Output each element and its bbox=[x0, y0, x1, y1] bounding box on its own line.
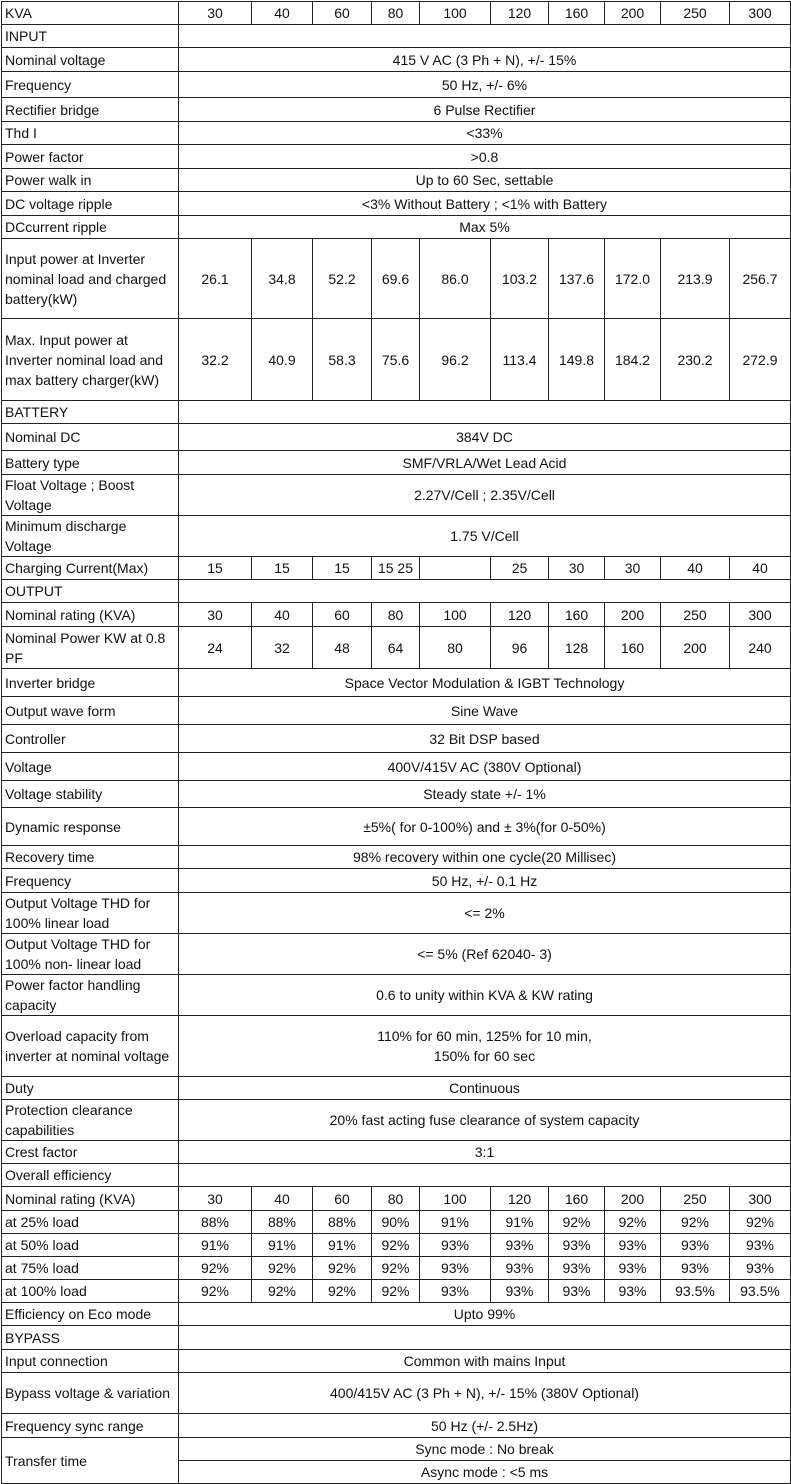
row-value: Sine Wave bbox=[179, 697, 791, 725]
value-cell: 48 bbox=[313, 627, 372, 669]
row-label: Minimum discharge Voltage bbox=[2, 516, 179, 557]
row-label: DC voltage ripple bbox=[2, 192, 179, 216]
row-value: Up to 60 Sec, settable bbox=[179, 169, 791, 192]
value-cell: 300 bbox=[730, 603, 791, 627]
value-cell: 91% bbox=[313, 1234, 372, 1257]
value-cell: 15 bbox=[252, 557, 313, 580]
row-label: Max. Input power at Inverter nominal load and max battery charger(kW) bbox=[2, 319, 179, 401]
value-cell: 200 bbox=[661, 627, 730, 669]
value-cell: 92% bbox=[372, 1280, 420, 1303]
value-cell: 26.1 bbox=[179, 239, 252, 319]
row-value: 400/415V AC (3 Ph + N), +/- 15% (380V Optional) bbox=[179, 1373, 791, 1414]
value-cell: 40 bbox=[730, 557, 791, 580]
row-value: 20% fast acting fuse clearance of system capacity bbox=[179, 1100, 791, 1141]
value-cell: 92% bbox=[179, 1257, 252, 1280]
table-row bbox=[2, 627, 791, 669]
table-row bbox=[2, 2, 791, 25]
section-title: Overall efficiency bbox=[2, 1164, 179, 1187]
value-cell: 93% bbox=[549, 1234, 605, 1257]
row-label: Protection clearance capabilities bbox=[2, 1100, 179, 1141]
table-row bbox=[2, 808, 791, 846]
value-cell: 93% bbox=[605, 1234, 661, 1257]
section-header-row bbox=[2, 580, 791, 603]
value-cell: 92% bbox=[549, 1211, 605, 1234]
table-row bbox=[2, 1414, 791, 1438]
table-row bbox=[2, 753, 791, 781]
value-cell: 200 bbox=[605, 603, 661, 627]
row-label: Frequency bbox=[2, 869, 179, 893]
table-row bbox=[2, 239, 791, 319]
row-label: Dynamic response bbox=[2, 808, 179, 846]
value-cell: 40 bbox=[252, 1187, 313, 1211]
value-cell: 40 bbox=[252, 2, 313, 25]
section-header-row bbox=[2, 1326, 791, 1350]
row-label: Power walk in bbox=[2, 169, 179, 192]
row-value: 50 Hz (+/- 2.5Hz) bbox=[179, 1414, 791, 1438]
value-cell: 93% bbox=[605, 1280, 661, 1303]
value-cell: 80 bbox=[372, 1187, 420, 1211]
value-cell: 149.8 bbox=[549, 319, 605, 401]
table-row bbox=[2, 603, 791, 627]
row-label: Output wave form bbox=[2, 697, 179, 725]
value-cell: 91% bbox=[252, 1234, 313, 1257]
section-title: BATTERY bbox=[2, 401, 179, 424]
value-cell: 100 bbox=[420, 603, 491, 627]
row-label: Nominal voltage bbox=[2, 48, 179, 72]
row-label: Transfer time bbox=[2, 1438, 179, 1484]
table-row bbox=[2, 1303, 791, 1326]
row-value: Upto 99% bbox=[179, 1303, 791, 1326]
row-value: SMF/VRLA/Wet Lead Acid bbox=[179, 451, 791, 475]
value-cell: 120 bbox=[491, 1187, 549, 1211]
row-value: 50 Hz, +/- 0.1 Hz bbox=[179, 869, 791, 893]
row-value: 3:1 bbox=[179, 1141, 791, 1164]
value-cell: 93% bbox=[549, 1257, 605, 1280]
value-cell: 88% bbox=[252, 1211, 313, 1234]
row-label: Controller bbox=[2, 725, 179, 753]
value-cell: 40 bbox=[252, 603, 313, 627]
value-cell: 93% bbox=[730, 1234, 791, 1257]
row-value: 0.6 to unity within KVA & KW rating bbox=[179, 975, 791, 1016]
value-cell: 128 bbox=[549, 627, 605, 669]
value-cell: 24 bbox=[179, 627, 252, 669]
row-label: Bypass voltage & variation bbox=[2, 1373, 179, 1414]
value-cell: 250 bbox=[661, 2, 730, 25]
value-cell: 96 bbox=[491, 627, 549, 669]
value-cell: 103.2 bbox=[491, 239, 549, 319]
table-row bbox=[2, 1280, 791, 1303]
value-cell: 86.0 bbox=[420, 239, 491, 319]
spec-table-body bbox=[2, 2, 791, 1484]
row-label: Input power at Inverter nominal load and charged battery(kW) bbox=[2, 239, 179, 319]
value-cell: 75.6 bbox=[372, 319, 420, 401]
value-cell: 64 bbox=[372, 627, 420, 669]
row-label: Output Voltage THD for 100% non- linear load bbox=[2, 934, 179, 975]
row-value: <3% Without Battery ; <1% with Battery bbox=[179, 192, 791, 216]
section-title: OUTPUT bbox=[2, 580, 179, 603]
value-cell: 40 bbox=[661, 557, 730, 580]
value-cell: 92% bbox=[313, 1257, 372, 1280]
table-row bbox=[2, 781, 791, 808]
row-label: at 100% load bbox=[2, 1280, 179, 1303]
value-cell bbox=[420, 557, 491, 580]
row-label: KVA bbox=[2, 2, 179, 25]
value-cell: 160 bbox=[605, 627, 661, 669]
value-cell: 40.9 bbox=[252, 319, 313, 401]
value-cell: 100 bbox=[420, 1187, 491, 1211]
value-cell: 91% bbox=[420, 1211, 491, 1234]
table-row bbox=[2, 846, 791, 869]
row-value: <33% bbox=[179, 122, 791, 145]
value-cell: 88% bbox=[179, 1211, 252, 1234]
value-cell: 92% bbox=[252, 1280, 313, 1303]
row-label: Crest factor bbox=[2, 1141, 179, 1164]
table-row bbox=[2, 725, 791, 753]
row-value: 32 Bit DSP based bbox=[179, 725, 791, 753]
value-cell: 120 bbox=[491, 2, 549, 25]
table-row bbox=[2, 424, 791, 451]
value-cell: 184.2 bbox=[605, 319, 661, 401]
value-cell: 92% bbox=[730, 1211, 791, 1234]
value-cell: 92% bbox=[179, 1280, 252, 1303]
row-value: >0.8 bbox=[179, 145, 791, 169]
value-cell: 93% bbox=[661, 1257, 730, 1280]
value-cell: 60 bbox=[313, 2, 372, 25]
table-row bbox=[2, 319, 791, 401]
table-row bbox=[2, 122, 791, 145]
value-cell: 88% bbox=[313, 1211, 372, 1234]
value-cell: 272.9 bbox=[730, 319, 791, 401]
value-cell: 92% bbox=[252, 1257, 313, 1280]
value-cell: 60 bbox=[313, 1187, 372, 1211]
value-cell: 200 bbox=[605, 1187, 661, 1211]
table-row bbox=[2, 145, 791, 169]
value-cell: 30 bbox=[179, 603, 252, 627]
row-label: Nominal rating (KVA) bbox=[2, 1187, 179, 1211]
table-row bbox=[2, 934, 791, 975]
value-cell: 100 bbox=[420, 2, 491, 25]
table-row bbox=[2, 557, 791, 580]
value-cell: 90% bbox=[372, 1211, 420, 1234]
value-cell: 93% bbox=[661, 1234, 730, 1257]
value-cell: 93% bbox=[549, 1280, 605, 1303]
section-spacer bbox=[179, 25, 791, 48]
row-label: Output Voltage THD for 100% linear load bbox=[2, 893, 179, 934]
value-cell: 160 bbox=[549, 2, 605, 25]
row-label: Battery type bbox=[2, 451, 179, 475]
value-cell: 80 bbox=[420, 627, 491, 669]
value-cell: 93.5% bbox=[661, 1280, 730, 1303]
value-cell: 58.3 bbox=[313, 319, 372, 401]
table-row bbox=[2, 1187, 791, 1211]
value-cell: 213.9 bbox=[661, 239, 730, 319]
table-row bbox=[2, 1100, 791, 1141]
row-value: Continuous bbox=[179, 1077, 791, 1100]
row-value: Common with mains Input bbox=[179, 1350, 791, 1373]
row-value: 98% recovery within one cycle(20 Millisec) bbox=[179, 846, 791, 869]
row-label: Frequency sync range bbox=[2, 1414, 179, 1438]
table-row bbox=[2, 216, 791, 239]
row-label: Charging Current(Max) bbox=[2, 557, 179, 580]
table-row bbox=[2, 1211, 791, 1234]
value-cell: 93% bbox=[420, 1234, 491, 1257]
row-label: Duty bbox=[2, 1077, 179, 1100]
value-cell: 113.4 bbox=[491, 319, 549, 401]
row-label: Voltage bbox=[2, 753, 179, 781]
row-label: Power factor bbox=[2, 145, 179, 169]
value-cell: 52.2 bbox=[313, 239, 372, 319]
table-row bbox=[2, 893, 791, 934]
row-label: Overload capacity from inverter at nominal voltage bbox=[2, 1016, 179, 1077]
row-value: 384V DC bbox=[179, 424, 791, 451]
section-header-row bbox=[2, 25, 791, 48]
section-title: BYPASS bbox=[2, 1326, 179, 1350]
row-value: Space Vector Modulation & IGBT Technology bbox=[179, 669, 791, 697]
value-cell: 120 bbox=[491, 603, 549, 627]
value-cell: 92% bbox=[313, 1280, 372, 1303]
row-value: Sync mode : No break bbox=[179, 1438, 791, 1461]
section-spacer bbox=[179, 1326, 791, 1350]
value-cell: 80 bbox=[372, 603, 420, 627]
row-value: 1.75 V/Cell bbox=[179, 516, 791, 557]
value-cell: 92% bbox=[372, 1257, 420, 1280]
row-value: 6 Pulse Rectifier bbox=[179, 98, 791, 122]
value-cell: 96.2 bbox=[420, 319, 491, 401]
row-label: at 50% load bbox=[2, 1234, 179, 1257]
row-label: at 25% load bbox=[2, 1211, 179, 1234]
value-cell: 137.6 bbox=[549, 239, 605, 319]
row-value: Steady state +/- 1% bbox=[179, 781, 791, 808]
table-row bbox=[2, 1438, 791, 1461]
table-row bbox=[2, 192, 791, 216]
value-cell: 200 bbox=[605, 2, 661, 25]
value-cell: 240 bbox=[730, 627, 791, 669]
table-row bbox=[2, 48, 791, 72]
value-cell: 91% bbox=[491, 1211, 549, 1234]
value-cell: 93% bbox=[605, 1257, 661, 1280]
value-cell: 92% bbox=[605, 1211, 661, 1234]
table-row bbox=[2, 516, 791, 557]
row-label: Efficiency on Eco mode bbox=[2, 1303, 179, 1326]
value-cell: 15 25 bbox=[372, 557, 420, 580]
table-row bbox=[2, 1350, 791, 1373]
value-cell: 172.0 bbox=[605, 239, 661, 319]
value-cell: 15 bbox=[179, 557, 252, 580]
table-row bbox=[2, 975, 791, 1016]
row-label: DCcurrent ripple bbox=[2, 216, 179, 239]
table-row bbox=[2, 669, 791, 697]
row-value: Async mode : <5 ms bbox=[179, 1461, 791, 1484]
section-spacer bbox=[179, 580, 791, 603]
value-cell: 25 bbox=[491, 557, 549, 580]
row-value: <= 2% bbox=[179, 893, 791, 934]
row-label: Nominal DC bbox=[2, 424, 179, 451]
row-label: Power factor handling capacity bbox=[2, 975, 179, 1016]
value-cell: 30 bbox=[179, 2, 252, 25]
value-cell: 15 bbox=[313, 557, 372, 580]
row-value: ±5%( for 0-100%) and ± 3%(for 0-50%) bbox=[179, 808, 791, 846]
value-cell: 60 bbox=[313, 603, 372, 627]
value-cell: 250 bbox=[661, 1187, 730, 1211]
value-cell: 92% bbox=[372, 1234, 420, 1257]
value-cell: 30 bbox=[605, 557, 661, 580]
value-cell: 93.5% bbox=[730, 1280, 791, 1303]
table-row bbox=[2, 72, 791, 98]
value-cell: 300 bbox=[730, 1187, 791, 1211]
value-cell: 30 bbox=[549, 557, 605, 580]
ups-spec-table bbox=[1, 1, 791, 1484]
value-cell: 91% bbox=[179, 1234, 252, 1257]
table-row bbox=[2, 169, 791, 192]
value-cell: 92% bbox=[661, 1211, 730, 1234]
value-cell: 30 bbox=[179, 1187, 252, 1211]
row-label: Nominal rating (KVA) bbox=[2, 603, 179, 627]
table-row bbox=[2, 475, 791, 516]
value-cell: 34.8 bbox=[252, 239, 313, 319]
section-title: INPUT bbox=[2, 25, 179, 48]
table-row bbox=[2, 1141, 791, 1164]
section-spacer bbox=[179, 1164, 791, 1187]
value-cell: 160 bbox=[549, 603, 605, 627]
table-row bbox=[2, 1373, 791, 1414]
table-row bbox=[2, 1016, 791, 1077]
section-header-row bbox=[2, 1164, 791, 1187]
value-cell: 93% bbox=[420, 1257, 491, 1280]
value-cell: 160 bbox=[549, 1187, 605, 1211]
row-label: Float Voltage ; Boost Voltage bbox=[2, 475, 179, 516]
value-cell: 256.7 bbox=[730, 239, 791, 319]
row-value: 415 V AC (3 Ph + N), +/- 15% bbox=[179, 48, 791, 72]
value-cell: 93% bbox=[491, 1280, 549, 1303]
row-label: Inverter bridge bbox=[2, 669, 179, 697]
section-header-row bbox=[2, 401, 791, 424]
value-cell: 230.2 bbox=[661, 319, 730, 401]
row-label: Input connection bbox=[2, 1350, 179, 1373]
table-row bbox=[2, 697, 791, 725]
row-value: <= 5% (Ref 62040- 3) bbox=[179, 934, 791, 975]
row-value: 2.27V/Cell ; 2.35V/Cell bbox=[179, 475, 791, 516]
value-cell: 93% bbox=[491, 1234, 549, 1257]
value-cell: 93% bbox=[491, 1257, 549, 1280]
value-cell: 32 bbox=[252, 627, 313, 669]
value-cell: 80 bbox=[372, 2, 420, 25]
row-value: 110% for 60 min, 125% for 10 min, 150% for 60 sec bbox=[179, 1016, 791, 1077]
row-label: Nominal Power KW at 0.8 PF bbox=[2, 627, 179, 669]
row-label: Frequency bbox=[2, 72, 179, 98]
value-cell: 250 bbox=[661, 603, 730, 627]
table-row bbox=[2, 98, 791, 122]
row-label: Rectifier bridge bbox=[2, 98, 179, 122]
table-row bbox=[2, 869, 791, 893]
value-cell: 69.6 bbox=[372, 239, 420, 319]
row-label: Thd I bbox=[2, 122, 179, 145]
row-value: Max 5% bbox=[179, 216, 791, 239]
section-spacer bbox=[179, 401, 791, 424]
row-label: at 75% load bbox=[2, 1257, 179, 1280]
row-label: Recovery time bbox=[2, 846, 179, 869]
value-cell: 300 bbox=[730, 2, 791, 25]
table-row bbox=[2, 1234, 791, 1257]
row-label: Voltage stability bbox=[2, 781, 179, 808]
value-cell: 93% bbox=[420, 1280, 491, 1303]
table-row bbox=[2, 1077, 791, 1100]
table-row bbox=[2, 1257, 791, 1280]
row-value: 50 Hz, +/- 6% bbox=[179, 72, 791, 98]
value-cell: 93% bbox=[730, 1257, 791, 1280]
value-cell: 32.2 bbox=[179, 319, 252, 401]
row-value: 400V/415V AC (380V Optional) bbox=[179, 753, 791, 781]
table-row bbox=[2, 451, 791, 475]
